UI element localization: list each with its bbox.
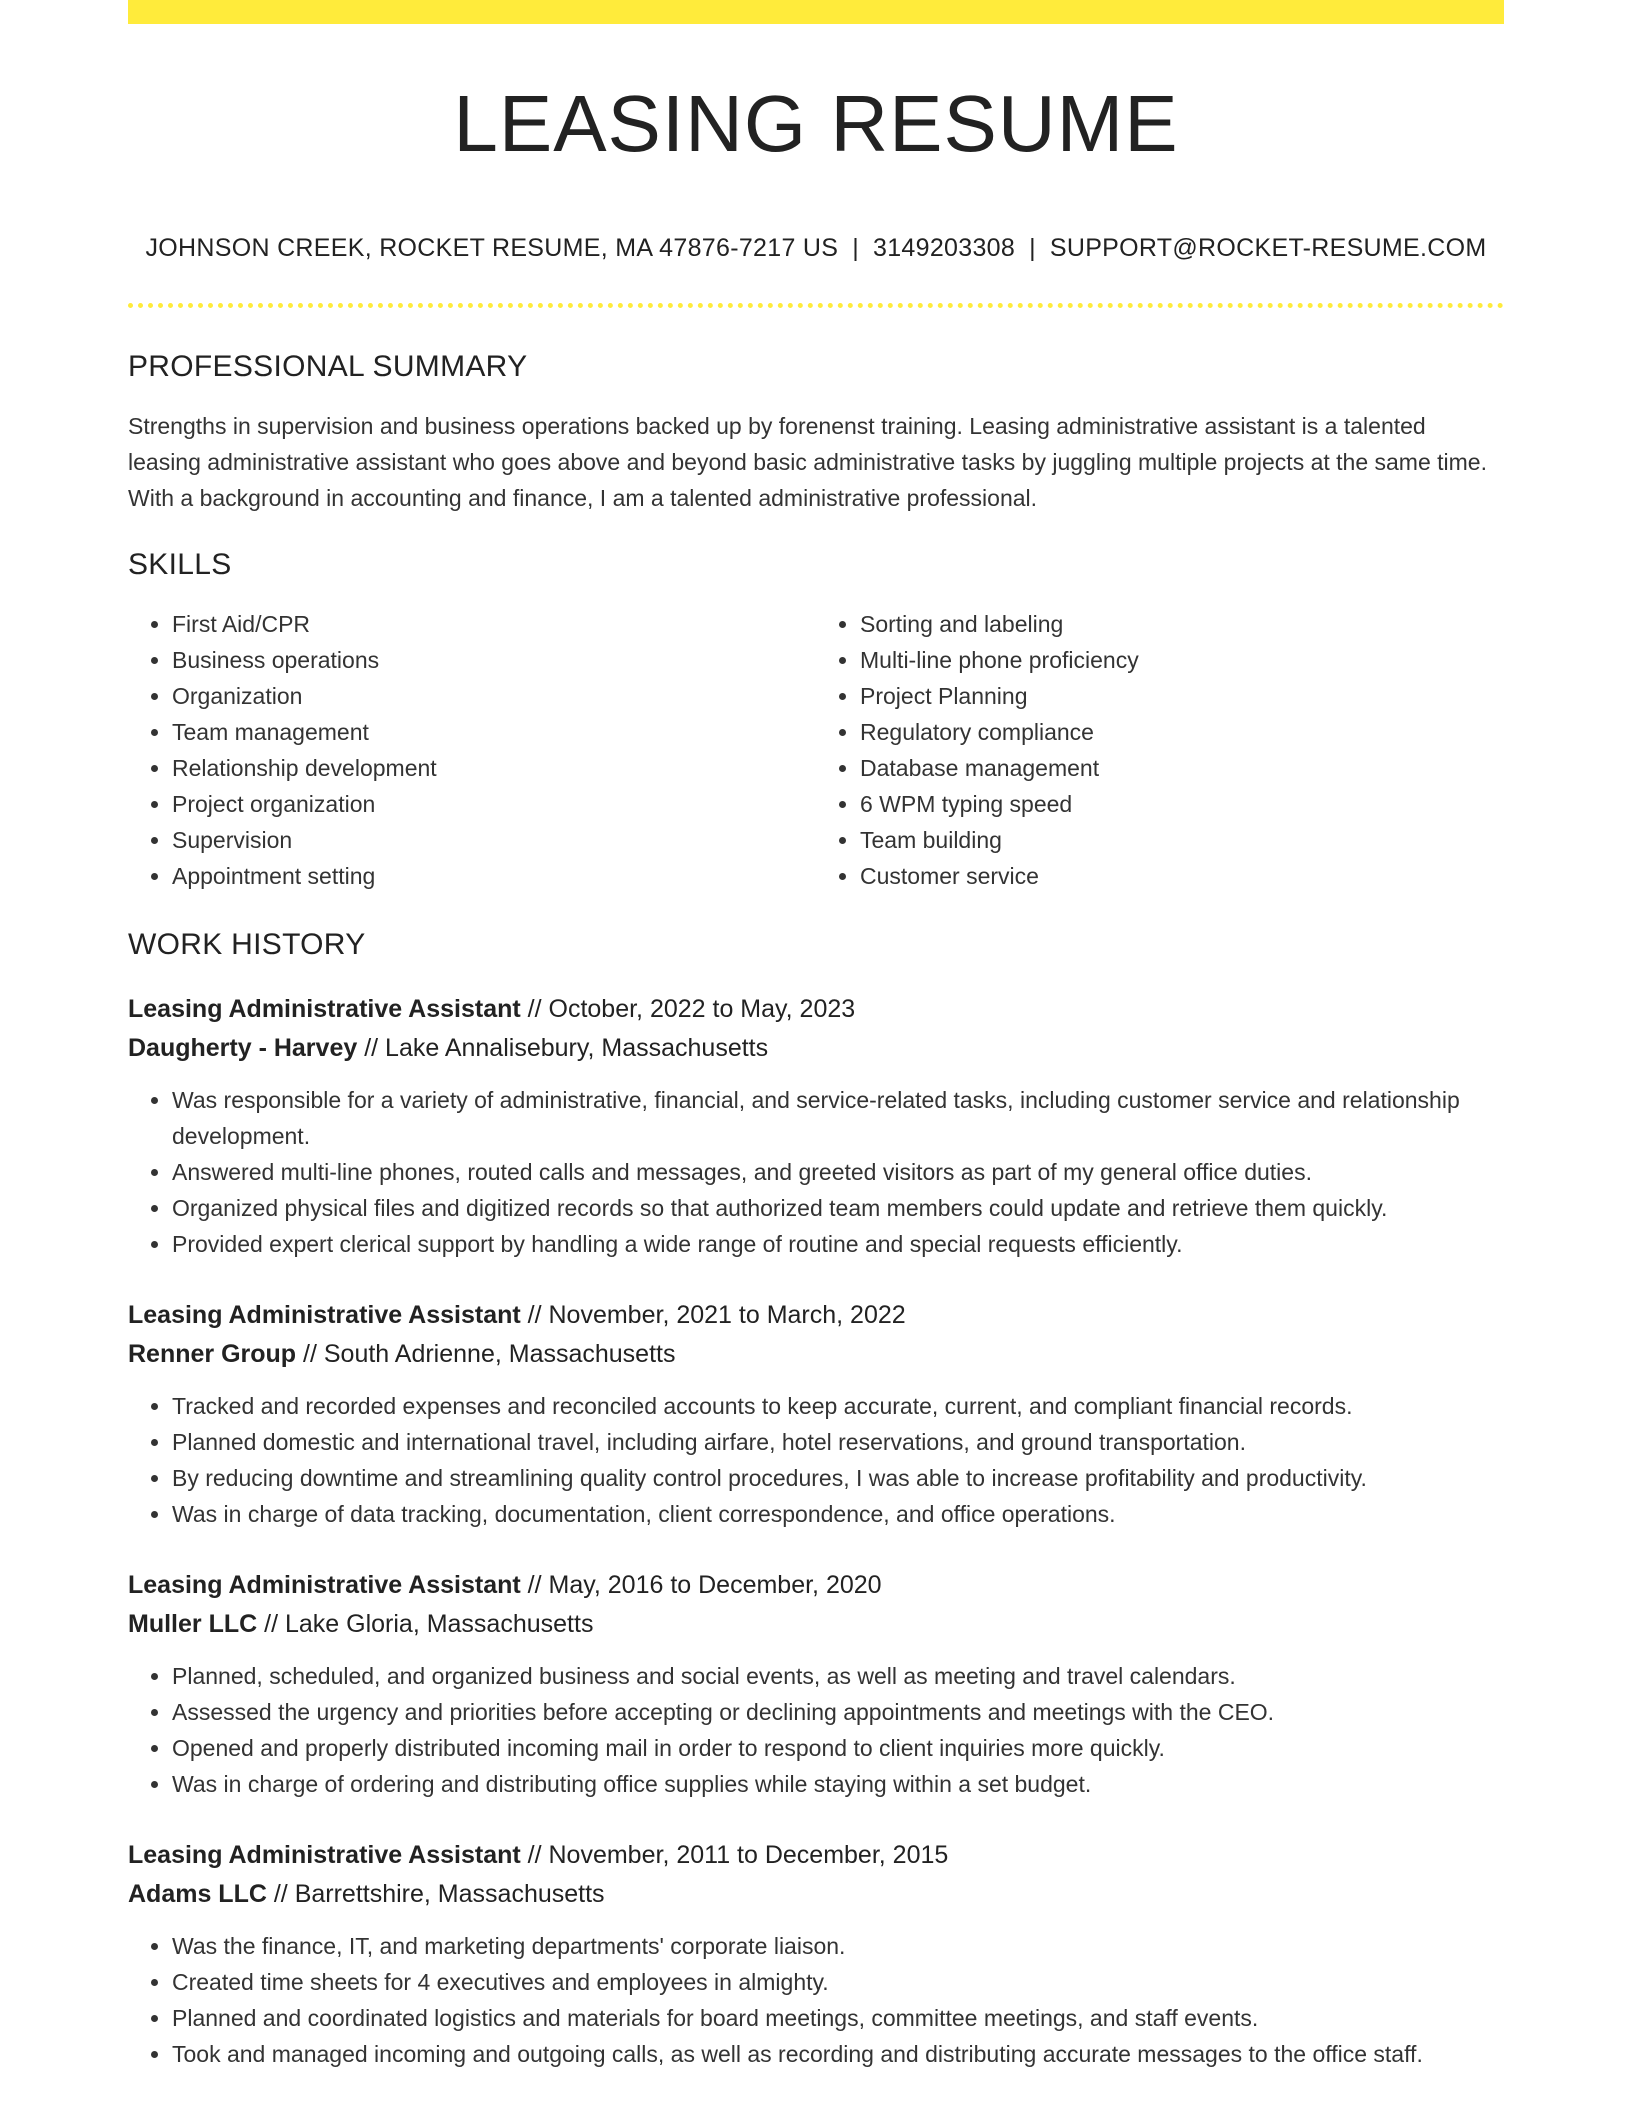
job-divider: // [257,1610,285,1638]
summary-heading: PROFESSIONAL SUMMARY [128,350,528,383]
job-bullets [128,1928,1504,2072]
contact-phone: 3149203308 [873,234,1016,262]
skill-item: • Team management [172,714,816,750]
skill-item: • Appointment setting [172,858,816,894]
job-bullet: • Organized physical files and digitized records so that authorized team members could update and retrieve them quickly. [172,1190,1504,1226]
job-bullet: • Was the finance, IT, and marketing departments' corporate liaison. [172,1928,1504,1964]
job-location: Lake Annalisebury, Massachusetts [385,1034,769,1062]
job-divider: // [357,1034,386,1062]
work-history-heading: WORK HISTORY [128,928,366,961]
skill-item: • First Aid/CPR [172,606,816,642]
job-role-line [128,1296,1504,1335]
job-role: Leasing Administrative Assistant [128,1301,521,1329]
job-divider: // [520,1841,549,1869]
job-dates: November, 2011 to December, 2015 [548,1841,949,1869]
contact-separator: | [1029,234,1036,262]
job-bullet: • Planned and coordinated logistics and materials for board meetings, committee meetings, and staff events. [172,2000,1504,2036]
job-entry [128,1296,1504,1532]
skills-grid [128,606,1504,894]
top-accent-bar [128,0,1504,24]
job-role: Leasing Administrative Assistant [128,1841,521,1869]
resume-page [128,0,1504,2072]
skill-item: • Project Planning [860,678,1504,714]
skill-item: • Regulatory compliance [860,714,1504,750]
job-role-line [128,990,1504,1029]
job-bullets [128,1082,1504,1262]
job-bullet: • Created time sheets for 4 executives and employees in almighty. [172,1964,1504,2000]
job-company-line [128,1029,1504,1068]
resume-title: LEASING RESUME [453,79,1179,168]
contact-email: SUPPORT@ROCKET-RESUME.COM [1049,234,1487,262]
job-bullet: • Answered multi-line phones, routed calls and messages, and greeted visitors as part of my general office duties. [172,1154,1504,1190]
summary-text: Strengths in supervision and business operations backed up by forenenst training. Leasing administrative assistant is a talented leasing administrative assistant who goes above and beyond basic administrative tasks by juggling multiple projects at the same time. With a background in accounting and finance, I am a talented administrative professional. [128,413,1487,511]
job-entry [128,1566,1504,1802]
job-company-line [128,1335,1504,1374]
job-dates: November, 2021 to March, 2022 [548,1301,906,1329]
job-company: Muller LLC [128,1610,258,1638]
job-company: Daugherty - Harvey [128,1034,358,1062]
skill-item: • Project organization [172,786,816,822]
skill-item: • Database management [860,750,1504,786]
job-company: Adams LLC [128,1880,267,1908]
skill-item: • Supervision [172,822,816,858]
job-role: Leasing Administrative Assistant [128,995,521,1023]
job-bullet: • Was in charge of data tracking, documentation, client correspondence, and office operations. [172,1496,1504,1532]
job-bullet: • Assessed the urgency and priorities before accepting or declining appointments and meetings with the CEO. [172,1694,1504,1730]
skill-item: • Multi-line phone proficiency [860,642,1504,678]
skill-item: • Relationship development [172,750,816,786]
job-bullet: • Was responsible for a variety of administrative, financial, and service-related tasks, including customer service and relationship development. [172,1082,1504,1154]
job-dates: October, 2022 to May, 2023 [548,995,856,1023]
job-divider: // [520,995,549,1023]
skill-item: • Customer service [860,858,1504,894]
job-divider: // [266,1880,295,1908]
skills-column-right [816,606,1504,894]
contact-separator: | [852,234,860,262]
skill-item: • Sorting and labeling [860,606,1504,642]
job-bullets [128,1388,1504,1532]
skills-column-left [128,606,816,894]
skill-item: • Team building [860,822,1504,858]
job-bullet: • Was in charge of ordering and distributing office supplies while staying within a set budget. [172,1766,1504,1802]
job-divider: // [296,1340,324,1368]
job-dates: May, 2016 to December, 2020 [548,1571,882,1599]
skill-item: • 6 WPM typing speed [860,786,1504,822]
job-bullet: • Opened and properly distributed incoming mail in order to respond to client inquiries more quickly. [172,1730,1504,1766]
job-company: Renner Group [128,1340,297,1368]
job-bullet: • Provided expert clerical support by handling a wide range of routine and special requests efficiently. [172,1226,1504,1262]
skills-heading: SKILLS [128,548,232,581]
job-bullet: • Planned, scheduled, and organized business and social events, as well as meeting and travel calendars. [172,1658,1504,1694]
job-bullet: • By reducing downtime and streamlining quality control procedures, I was able to increase profitability and productivity. [172,1460,1504,1496]
job-bullet: • Planned domestic and international travel, including airfare, hotel reservations, and ground transportation. [172,1424,1504,1460]
job-company-line [128,1605,1504,1644]
job-role: Leasing Administrative Assistant [128,1571,521,1599]
job-bullet: • Took and managed incoming and outgoing calls, as well as recording and distributing accurate messages to the office staff. [172,2036,1504,2072]
skill-item: • Business operations [172,642,816,678]
skill-item: • Organization [172,678,816,714]
job-bullet: • Tracked and recorded expenses and reconciled accounts to keep accurate, current, and compliant financial records. [172,1388,1504,1424]
job-role-line [128,1836,1504,1875]
contact-line [128,234,1504,263]
job-location: Barrettshire, Massachusetts [294,1880,605,1908]
job-bullets [128,1658,1504,1802]
job-role-line [128,1566,1504,1605]
job-location: Lake Gloria, Massachusetts [284,1610,594,1638]
job-entry [128,1836,1504,2072]
job-entry [128,990,1504,1262]
job-divider: // [520,1301,549,1329]
job-company-line [128,1875,1504,1914]
header-divider [128,303,1504,308]
contact-address: JOHNSON CREEK, ROCKET RESUME, MA 47876-7217 US [145,234,839,262]
job-divider: // [520,1571,549,1599]
job-location: South Adrienne, Massachusetts [323,1340,676,1368]
